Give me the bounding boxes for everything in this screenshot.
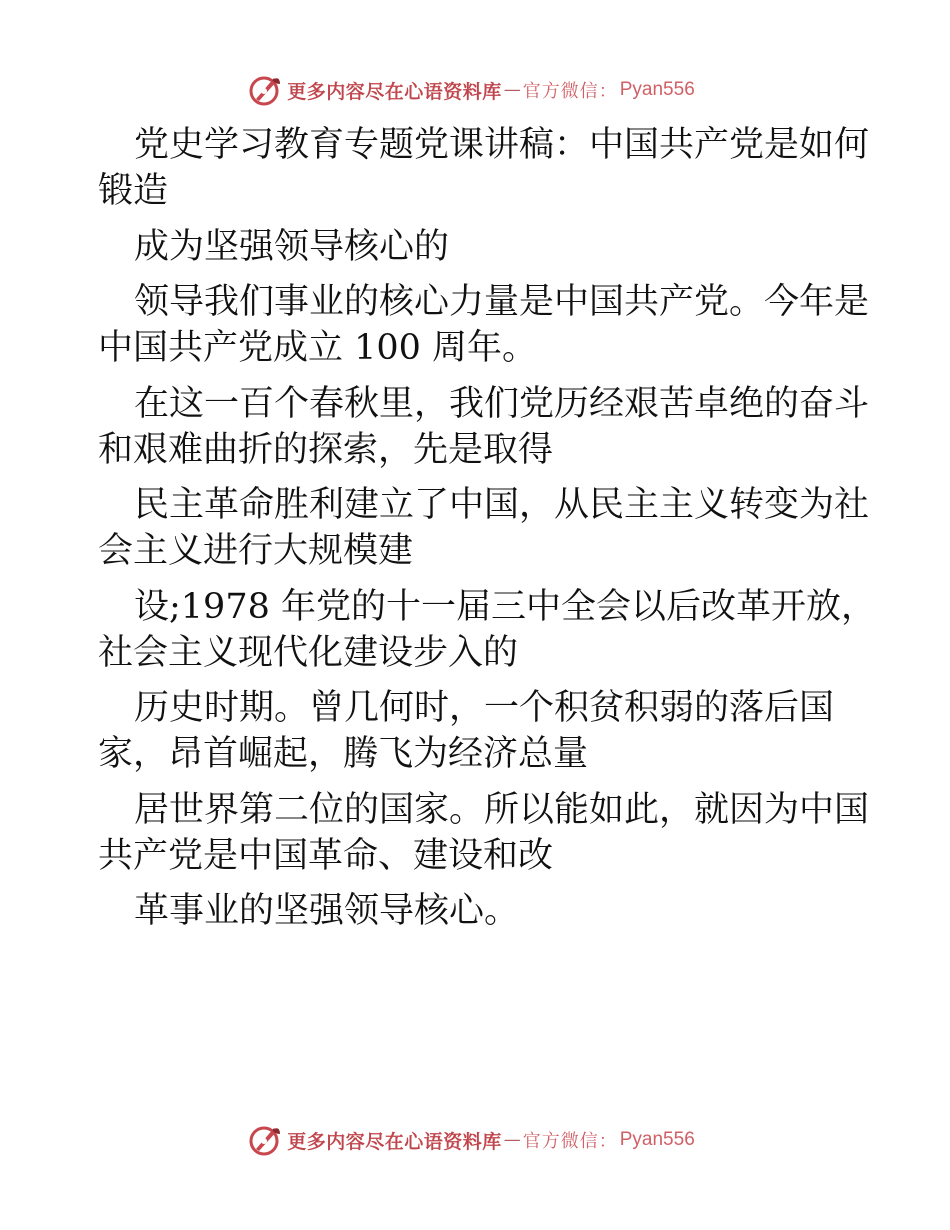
watermark-wechat-label: 官方微信： xyxy=(522,81,618,102)
paragraph-line: 领导我们事业的核心力量是中国共产党。今年是 xyxy=(134,282,870,322)
watermark-dash: — xyxy=(503,1130,521,1150)
paragraph-line: 革事业的坚强领导核心。 xyxy=(134,891,520,931)
paragraph-line: 共产党是中国革命、建设和改 xyxy=(98,835,554,876)
watermark-dash: — xyxy=(503,80,521,100)
feather-pen-logo-icon xyxy=(247,1122,283,1158)
paragraph-line: 历史时期。曾几何时，一个积贫积弱的落后国 xyxy=(134,688,835,728)
body-paragraph xyxy=(98,685,858,777)
paragraph-line: 党史学习教育专题党课讲稿：中国共产党是如何 xyxy=(134,125,870,165)
watermark-text: 更多内容尽在心语资料库 xyxy=(287,80,502,103)
title-paragraph xyxy=(98,122,870,214)
body-paragraph xyxy=(98,787,870,879)
body-paragraph xyxy=(98,584,876,676)
feather-pen-logo-icon xyxy=(247,72,283,108)
document-body xyxy=(98,122,876,944)
footer-watermark xyxy=(0,1120,950,1160)
paragraph-line: 设;1978 年党的十一届三中全会以后改革开放， xyxy=(134,586,876,627)
paragraph-line: 居世界第二位的国家。所以能如此，就因为中国 xyxy=(134,789,870,830)
body-paragraph xyxy=(98,381,870,473)
paragraph-line: 家，昂首崛起，腾飞为经济总量 xyxy=(98,734,589,774)
body-paragraph xyxy=(98,888,858,934)
paragraph-line: 中国共产党成立 100 周年。 xyxy=(98,328,538,368)
watermark-wechat-id: Pyan556 xyxy=(619,1129,695,1150)
paragraph-line: 在这一百个春秋里，我们党历经艰苦卓绝的奋斗 xyxy=(134,383,870,424)
paragraph-line: 锻造 xyxy=(98,171,169,211)
body-paragraph xyxy=(98,279,870,371)
watermark-wechat-label: 官方微信： xyxy=(522,1131,618,1152)
paragraph-line: 社会主义现代化建设步入的 xyxy=(98,632,519,673)
watermark-text: 更多内容尽在心语资料库 xyxy=(287,1130,502,1153)
paragraph-line: 会主义进行大规模建 xyxy=(98,531,414,571)
header-watermark xyxy=(0,70,950,110)
paragraph-line: 成为坚强领导核心的 xyxy=(134,226,450,267)
subtitle-paragraph xyxy=(98,224,858,270)
paragraph-line: 民主革命胜利建立了中国，从民主主义转变为社 xyxy=(134,485,870,525)
watermark-wechat-id: Pyan556 xyxy=(619,79,695,100)
paragraph-line: 和艰难曲折的探索，先是取得 xyxy=(98,429,554,470)
body-paragraph xyxy=(98,482,870,574)
